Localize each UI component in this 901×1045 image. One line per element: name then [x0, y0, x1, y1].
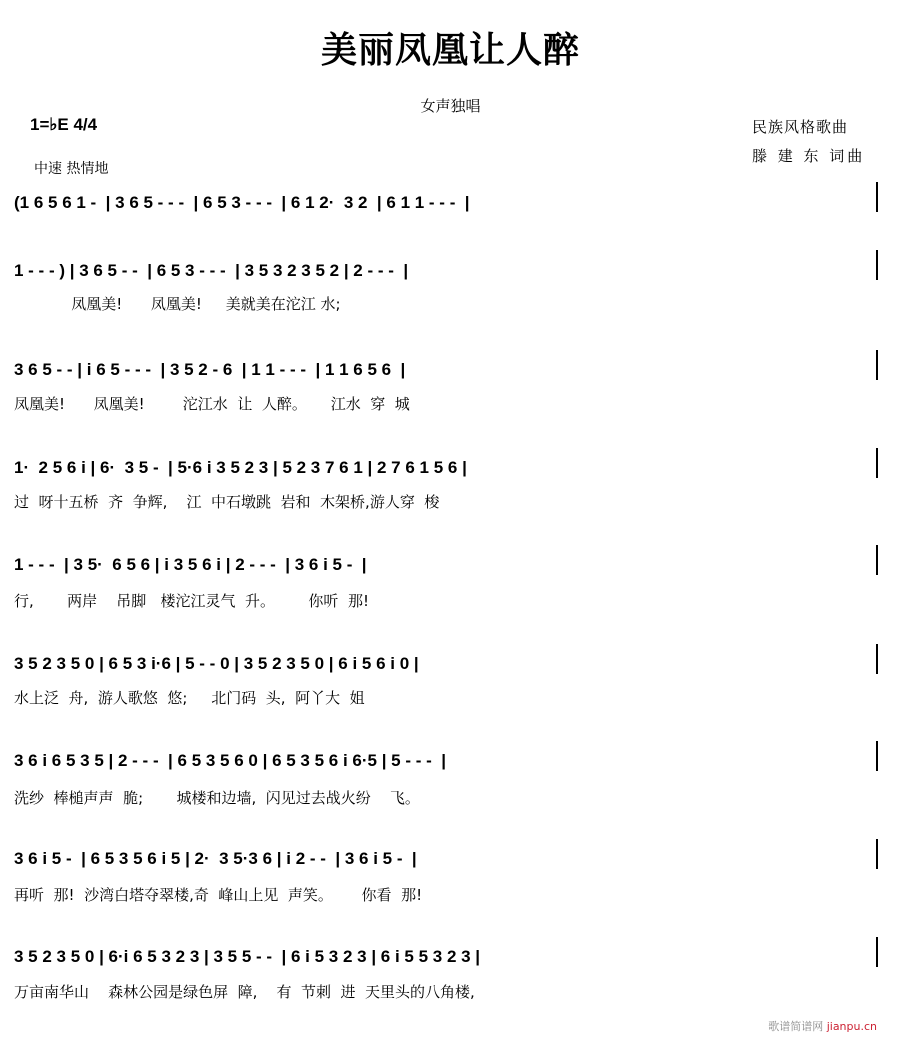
barline	[876, 250, 878, 280]
barline	[876, 182, 878, 212]
barline	[876, 937, 878, 967]
watermark	[768, 1018, 877, 1034]
notation-line-6: 3 5 2 3 5 0 | 6 5 3 i·6 | 5 - - 0 | 3 5 2 3 5 0 | 6 i 5 6 i 0 |	[14, 654, 419, 673]
notation-line-2: 1 - - - ) | 3 6 5 - - | 6 5 3 - - - | 3 5 3 2 3 5 2 | 2 - - - |	[14, 261, 409, 280]
barline	[876, 741, 878, 771]
lyrics-line-5: 行, 两岸 吊脚 楼沱江灵气 升。 你听 那!	[14, 592, 369, 610]
song-style: 民族风格歌曲	[752, 118, 849, 136]
notation-line-9: 3 5 2 3 5 0 | 6·i 6 5 3 2 3 | 3 5 5 - - | 6 i 5 3 2 3 | 6 i 5 5 3 2 3 |	[14, 947, 481, 966]
notation-line-3: 3 6 5 - - | i 6 5 - - - | 3 5 2 - 6 | 1 1 - - - | 1 1 6 5 6 |	[14, 360, 406, 379]
barline	[876, 839, 878, 869]
lyrics-line-2: 凤凰美! 凤凰美! 美就美在沱江 水;	[14, 295, 341, 313]
barline	[876, 545, 878, 575]
song-title: 美丽凤凰让人醉	[320, 29, 580, 71]
lyrics-line-3: 凤凰美! 凤凰美! 沱江水 让 人醉。 江水 穿 城	[14, 395, 410, 413]
lyrics-line-7: 洗纱 棒槌声声 脆; 城楼和边墙, 闪见过去战火纷 飞。	[14, 789, 420, 807]
performance-type: 女声独唱	[420, 97, 481, 115]
notation-line-1: (1 6 5 6 1 - | 3 6 5 - - - | 6 5 3 - - - | 6 1 2· 3 2 | 6 1 1 - - - |	[14, 193, 470, 212]
song-author: 滕 建 东 词曲	[752, 147, 866, 165]
lyrics-line-8: 再听 那! 沙湾白塔夺翠楼,奇 峰山上见 声笑。 你看 那!	[14, 886, 423, 904]
barline	[876, 644, 878, 674]
watermark-site-name: 歌谱简谱网	[768, 1020, 824, 1033]
lyrics-line-4: 过 呀十五桥 齐 争辉, 江 中石墩跳 岩和 木架桥,游人穿 梭	[14, 493, 440, 511]
barline	[876, 448, 878, 478]
lyrics-line-1	[14, 218, 884, 242]
notation-line-5: 1 - - - | 3 5· 6 5 6 | i 3 5 6 i | 2 - - - | 3 6 i 5 - |	[14, 555, 367, 574]
watermark-url: jianpu.cn	[826, 1020, 877, 1033]
notation-line-7: 3 6 i 6 5 3 5 | 2 - - - | 6 5 3 5 6 0 | 6 5 3 5 6 i 6·5 | 5 - - - |	[14, 751, 446, 770]
barline	[876, 350, 878, 380]
tempo-marking: 中速 热情地	[34, 161, 109, 177]
notation-line-8: 3 6 i 5 - | 6 5 3 5 6 i 5 | 2· 3 5·3 6 | i 2 - - | 3 6 i 5 - |	[14, 849, 417, 868]
key-signature: 1=♭E 4/4	[30, 115, 98, 134]
notation-line-4: 1· 2 5 6 i | 6· 3 5 - | 5·6 i 3 5 2 3 | 5 2 3 7 6 1 | 2 7 6 1 5 6 |	[14, 458, 467, 477]
lyrics-line-6: 水上泛 舟, 游人歌悠 悠; 北门码 头, 阿丫大 姐	[14, 689, 365, 707]
lyrics-line-9: 万亩南华山 森林公园是绿色屏 障, 有 节刺 进 天里头的八角楼,	[14, 983, 475, 1001]
